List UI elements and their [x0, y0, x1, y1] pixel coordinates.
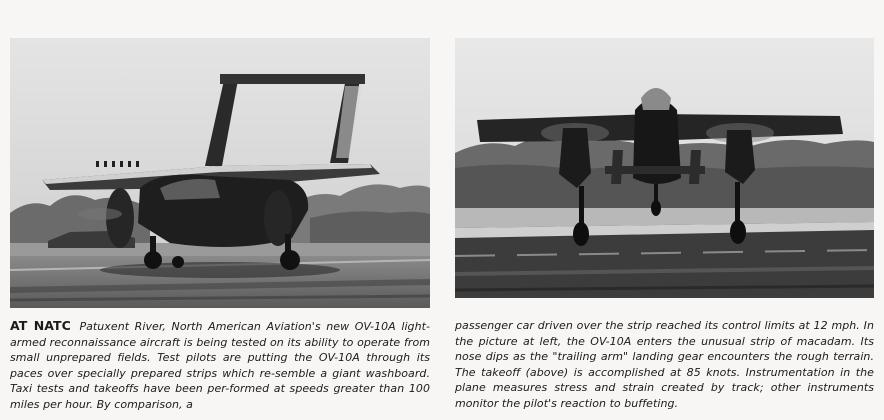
- caption-right: [455, 318, 874, 412]
- caption-lead: AT NATC: [10, 318, 71, 333]
- caption-left: [10, 318, 430, 413]
- caption-left-text: Patuxent River, North American Aviation's new OV-10A light-armed reconnaissance aircraft is being tested on its ability to operate from small unprepared fields. Test pilots are putting the OV-10A through its paces over specially prepared strips which re-semble a giant washboard. Taxi tests and takeoffs have been per-formed at speeds greater than 100 miles per hour. By comparison, a: [10, 320, 430, 411]
- ov10a-takeoff-photo: [455, 38, 874, 298]
- caption-right-text: passenger car driven over the strip reached its control limits at 12 mph. In the picture at left, the OV-10A enters the unusual strip of macadam. Its nose dips as the "trailing arm" landing gear encounters the rough terrain. The takeoff (above) is accomplished at 85 knots. Instrumentation in the plane measures stress and strain created by track; other instruments monitor the pilot's reaction to buffeting.: [455, 319, 874, 410]
- photo-ov10a-takeoff: [455, 38, 874, 298]
- ov10a-taxi-photo: [10, 38, 430, 308]
- photo-ov10a-entering-strip: [10, 38, 430, 308]
